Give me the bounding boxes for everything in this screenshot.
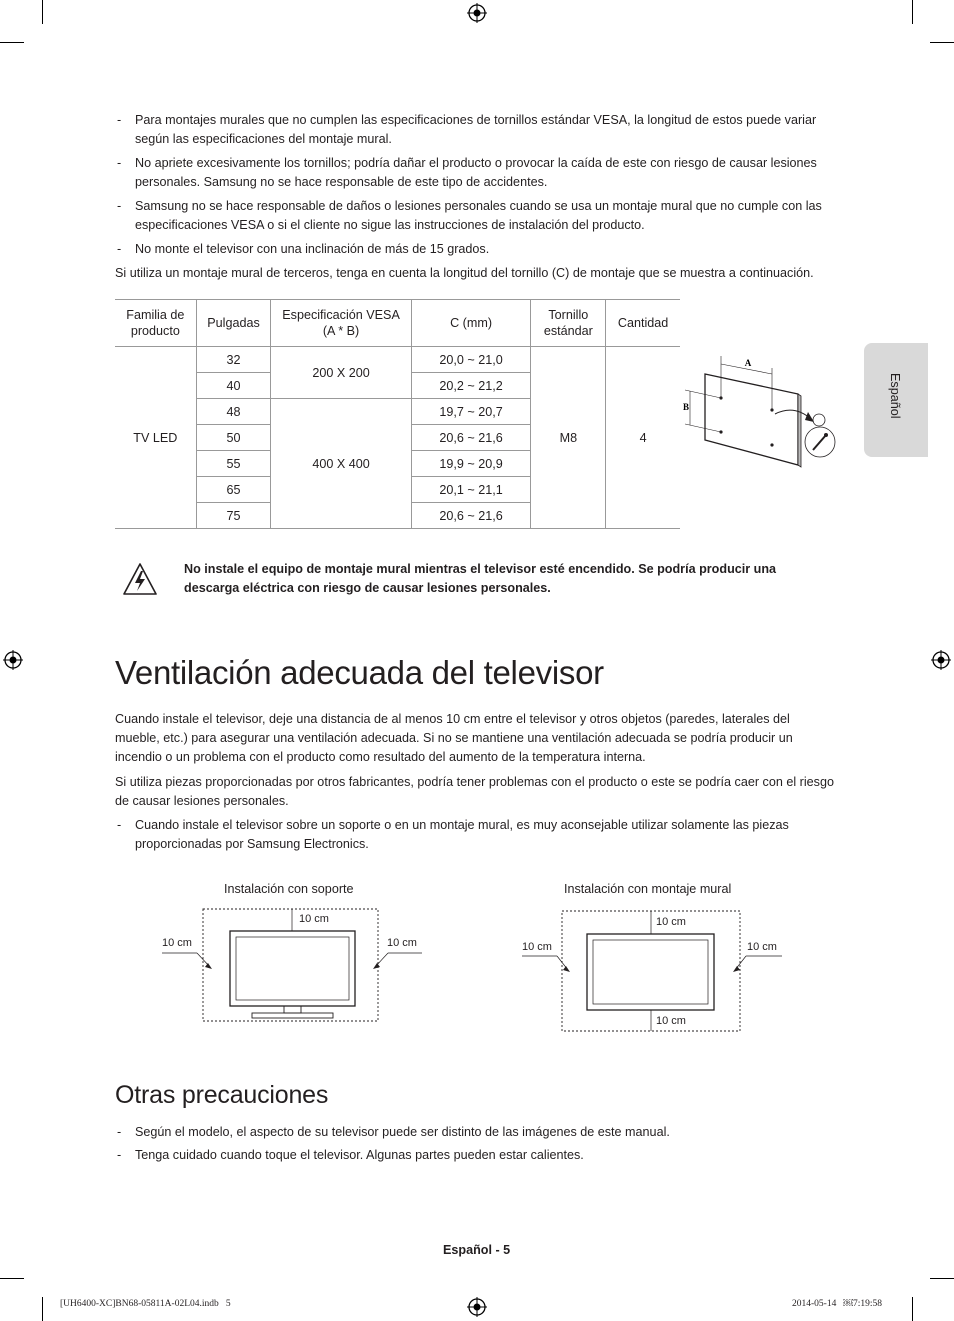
table-cell: 20,6 ~ 21,6 <box>411 503 531 529</box>
registration-mark-icon <box>467 1297 487 1317</box>
language-side-tab <box>864 343 928 457</box>
table-header: Cantidad <box>606 300 680 347</box>
bullet-text: Según el modelo, el aspecto de su televisor puede ser distinto de las imágenes de este manual. <box>135 1125 670 1139</box>
list-item <box>117 197 835 235</box>
bullet-text: Tenga cuidado cuando toque el televisor. Algunas partes pueden estar calientes. <box>135 1148 584 1162</box>
registration-mark-icon <box>467 3 487 23</box>
list-item <box>117 816 835 854</box>
wall-installation-title: Instalación con montaje mural <box>564 882 732 896</box>
footer-file-info: [UH6400-XC]BN68-05811A-02L04.indb 5 <box>60 1299 231 1309</box>
dimension-label-b: B <box>682 402 690 412</box>
list-item <box>117 154 835 192</box>
wall-installation-diagram <box>520 908 785 1033</box>
table-cell: 48 <box>196 399 271 425</box>
bullet-text: No monte el televisor con una inclinación de más de 15 grados. <box>135 242 490 256</box>
table-cell: 19,7 ~ 20,7 <box>411 399 531 425</box>
list-item <box>117 111 835 149</box>
crop-mark <box>930 1278 954 1279</box>
stand-installation-title: Instalación con soporte <box>224 882 354 896</box>
bullet-dash: - <box>117 199 122 213</box>
table-header: Tornillo estándar <box>531 300 606 347</box>
crop-mark <box>42 0 43 24</box>
bullet-text: Para montajes murales que no cumplen las especificaciones de tornillos estándar VESA, la longitud de estos puede variar según las especificaciones del montaje mural. <box>135 113 817 146</box>
table-cell: 55 <box>196 451 271 477</box>
table-cell-quantity: 4 <box>606 347 680 529</box>
table-cell: 32 <box>196 347 271 373</box>
table-cell: 20,1 ~ 21,1 <box>411 477 531 503</box>
table-cell: 20,2 ~ 21,2 <box>411 373 531 399</box>
ventilation-paragraph: Si utiliza piezas proporcionadas por otros fabricantes, podría tener problemas con el producto o este se podría caer con el riesgo de causar lesiones personales. <box>115 775 834 808</box>
bullet-dash: - <box>117 1125 122 1139</box>
table-cell-family: TV LED <box>115 347 196 529</box>
registration-mark-icon <box>931 650 951 670</box>
table-cell: 200 X 200 <box>271 347 411 399</box>
bullet-text: Samsung no se hace responsable de daños o lesiones personales cuando se usa un montaje mural que no cumple con las especificaciones VESA o si el cliente no sigue las instrucciones de instalación del producto. <box>135 199 822 232</box>
crop-mark <box>42 1297 43 1321</box>
crop-mark <box>930 42 954 43</box>
page-number: Español - 5 <box>443 1243 511 1257</box>
stand-installation-diagram <box>160 905 425 1025</box>
distance-label-bottom: 10 cm <box>656 1015 686 1027</box>
ventilation-paragraph: Cuando instale el televisor, deje una distancia de al menos 10 cm entre el televisor y otros objetos (paredes, laterales del mueble, etc.) para asegurar una ventilación adecuada. Si no se mantiene una ventilación adecuada se podría producir un incendio o un problema con el producto como resultado del aumento de la temperatura interna. <box>115 712 793 764</box>
bullet-text: No apriete excesivamente los tornillos; podría dañar el producto o provocar la caída de este con riesgo de causar lesiones personales. Samsung no se hace responsable de este tipo de accidentes. <box>135 156 817 189</box>
distance-label-right: 10 cm <box>387 937 417 949</box>
bullet-dash: - <box>117 156 122 170</box>
intro-line: Si utiliza un montaje mural de terceros, tenga en cuenta la longitud del tornillo (C) de montaje que se muestra a continuación. <box>115 266 814 280</box>
crop-mark <box>0 42 24 43</box>
dimension-label-a: A <box>744 358 752 368</box>
distance-label-top: 10 cm <box>299 913 329 925</box>
table-cell: 75 <box>196 503 271 529</box>
side-tab-label: Español <box>888 373 902 419</box>
crop-mark <box>912 1297 913 1321</box>
registration-mark-icon <box>3 650 23 670</box>
wall-mount-diagram <box>680 352 840 472</box>
section-title-ventilation: Ventilación adecuada del televisor <box>115 654 604 691</box>
table-header: Familia de producto <box>115 300 196 347</box>
distance-label-left: 10 cm <box>522 941 552 953</box>
distance-label-right: 10 cm <box>747 941 777 953</box>
table-cell: 50 <box>196 425 271 451</box>
table-cell: 19,9 ~ 20,9 <box>411 451 531 477</box>
list-item <box>117 1146 835 1165</box>
bullet-dash: - <box>117 1148 122 1162</box>
table-cell-screw: M8 <box>531 347 606 529</box>
table-cell: 20,0 ~ 21,0 <box>411 347 531 373</box>
table-cell: 20,6 ~ 21,6 <box>411 425 531 451</box>
table-header: C (mm) <box>411 300 531 347</box>
crop-mark <box>912 0 913 24</box>
list-item <box>117 240 835 259</box>
electric-shock-warning-icon <box>122 562 158 596</box>
distance-label-top: 10 cm <box>656 916 686 928</box>
crop-mark <box>0 1278 24 1279</box>
table-cell: 65 <box>196 477 271 503</box>
vesa-spec-table <box>115 299 680 529</box>
section-title-precautions: Otras precauciones <box>115 1081 329 1109</box>
table-header: Pulgadas <box>196 300 271 347</box>
bullet-dash: - <box>117 113 122 127</box>
footer-date: 2014-05-14 ￼7:19:58 <box>792 1299 882 1309</box>
table-cell: 400 X 400 <box>271 399 411 529</box>
distance-label-left: 10 cm <box>162 937 192 949</box>
bullet-text: Cuando instale el televisor sobre un soporte o en un montaje mural, es muy aconsejable utilizar solamente las piezas proporcionadas por Samsung Electronics. <box>135 818 789 851</box>
bullet-dash: - <box>117 242 122 256</box>
list-item <box>117 1123 835 1142</box>
warning-text: No instale el equipo de montaje mural mientras el televisor esté encendido. Se podría producir una descarga eléctrica con riesgo de causar lesiones personales. <box>184 562 777 595</box>
table-cell: 40 <box>196 373 271 399</box>
table-header: Especificación VESA (A * B) <box>271 300 411 347</box>
bullet-dash: - <box>117 818 122 832</box>
